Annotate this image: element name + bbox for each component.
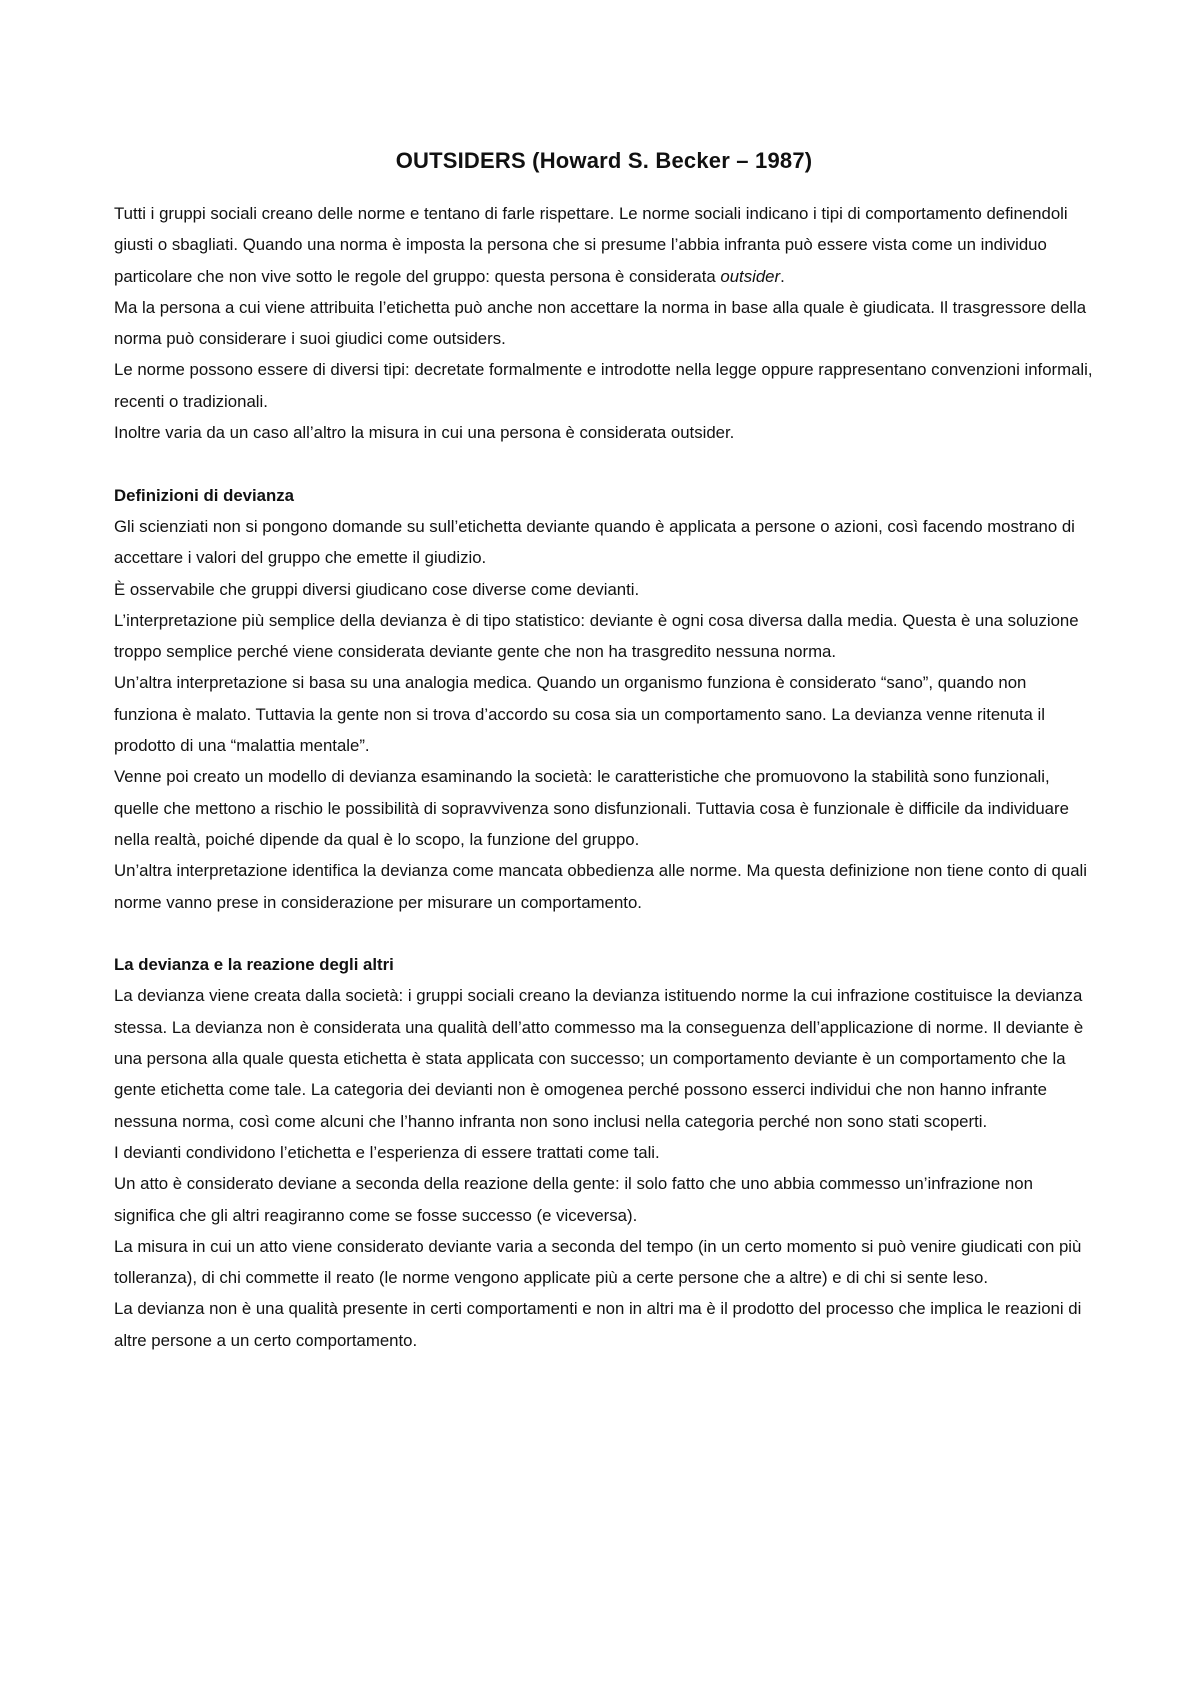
intro-punctuation: .: [780, 266, 785, 286]
intro-paragraph-2: Ma la persona a cui viene attribuita l’etichetta può anche non accettare la norma in base alla quale è giudicata. Il trasgressore della norma può considerare i suoi giudici come outsiders.: [114, 297, 1087, 349]
section-spacer: [114, 448, 1094, 479]
document-title: OUTSIDERS (Howard S. Becker – 1987): [395, 148, 813, 173]
section2-paragraph: I devianti condividono l’etichetta e l’esperienza di essere trattati come tali.: [114, 1142, 660, 1162]
intro-section: [114, 198, 1094, 448]
intro-paragraph-1: [114, 198, 1094, 292]
section1-paragraph: Venne poi creato un modello di devianza esaminando la società: le caratteristiche che promuovono la stabilità sono funzionali, quelle che mettono a rischio le possibilità di sopravvivenza sono disfunzionali. Tuttavia cosa è funzionale è difficile da individuare nella realtà, poiché dipende da qual è lo scopo, la funzione del gruppo.: [114, 767, 1069, 849]
outsider-term: outsider: [720, 266, 781, 286]
section1-paragraph: Gli scienziati non si pongono domande su sull’etichetta deviante quando è applicata a persone o azioni, così facendo mostrano di accettare i valori del gruppo che emette il giudizio.: [114, 516, 1075, 568]
section-heading: La devianza e la reazione degli altri: [114, 955, 394, 975]
section1-paragraph: È osservabile che gruppi diversi giudicano cose diverse come devianti.: [114, 579, 640, 599]
section-spacer: [114, 918, 1094, 949]
section-reazione: [114, 949, 1094, 1356]
section2-paragraph: La misura in cui un atto viene considerato deviante varia a seconda del tempo (in un certo momento si può venire giudicati con più tolleranza), di chi commette il reato (le norme vengono applicate più a certe persone che a altre) e di chi si sente leso.: [114, 1236, 1082, 1288]
section1-paragraph: L’interpretazione più semplice della devianza è di tipo statistico: deviante è ogni cosa diversa dalla media. Questa è una soluzione troppo semplice perché viene considerata deviante gente che non ha trasgredito nessuna norma.: [114, 610, 1079, 662]
section1-paragraph: Un’altra interpretazione identifica la devianza come mancata obbedienza alle norme. Ma questa definizione non tiene conto di quali norme vanno prese in considerazione per misurare un comportamento.: [114, 861, 1087, 912]
section-definizioni: [114, 480, 1094, 918]
section-heading: Definizioni di devianza: [114, 485, 294, 505]
intro-paragraph-3: Le norme possono essere di diversi tipi: decretate formalmente e introdotte nella legge oppure rappresentano convenzioni informali, recenti o tradizionali.: [114, 360, 1093, 411]
section2-paragraph: La devianza viene creata dalla società: i gruppi sociali creano la devianza istituendo norme la cui infrazione costituisce la devianza stessa. La devianza non è considerata una qualità dell’atto commesso ma la conseguenza dell’applicazione di norme. Il deviante è una persona alla quale questa etichetta è stata applicata con successo; un comportamento deviante è un comportamento che la gente etichetta come tale. La categoria dei devianti non è omogenea perché possono esserci individui che non hanno infrante nessuna norma, così come alcuni che l’hanno infranta non sono inclusi nella categoria perché non sono stati scoperti.: [114, 986, 1084, 1131]
section2-paragraph: La devianza non è una qualità presente in certi comportamenti e non in altri ma è il prodotto del processo che implica le reazioni di altre persone a un certo comportamento.: [114, 1299, 1082, 1350]
document-page: [114, 146, 1094, 1356]
intro-paragraph-4: Inoltre varia da un caso all’altro la misura in cui una persona è considerata outsider.: [114, 423, 735, 443]
intro-text: Tutti i gruppi sociali creano delle norme e tentano di farle rispettare. Le norme sociali indicano i tipi di comportamento definendoli giusti o sbagliati. Quando una norma è imposta la persona che si presume l’abbia infranta può essere vista come un individuo particolare che non vive sotto le regole del gruppo: questa persona è considerata: [114, 204, 1068, 286]
section1-paragraph: Un’altra interpretazione si basa su una analogia medica. Quando un organismo funziona è considerato “sano”, quando non funziona è malato. Tuttavia la gente non si trova d’accordo su cosa sia un comportamento sano. La devianza venne ritenuta il prodotto di una “malattia mentale”.: [114, 673, 1045, 756]
section2-paragraph: Un atto è considerato deviane a seconda della reazione della gente: il solo fatto che uno abbia commesso un’infrazione non significa che gli altri reagiranno come se fosse successo (e viceversa).: [114, 1174, 1033, 1225]
